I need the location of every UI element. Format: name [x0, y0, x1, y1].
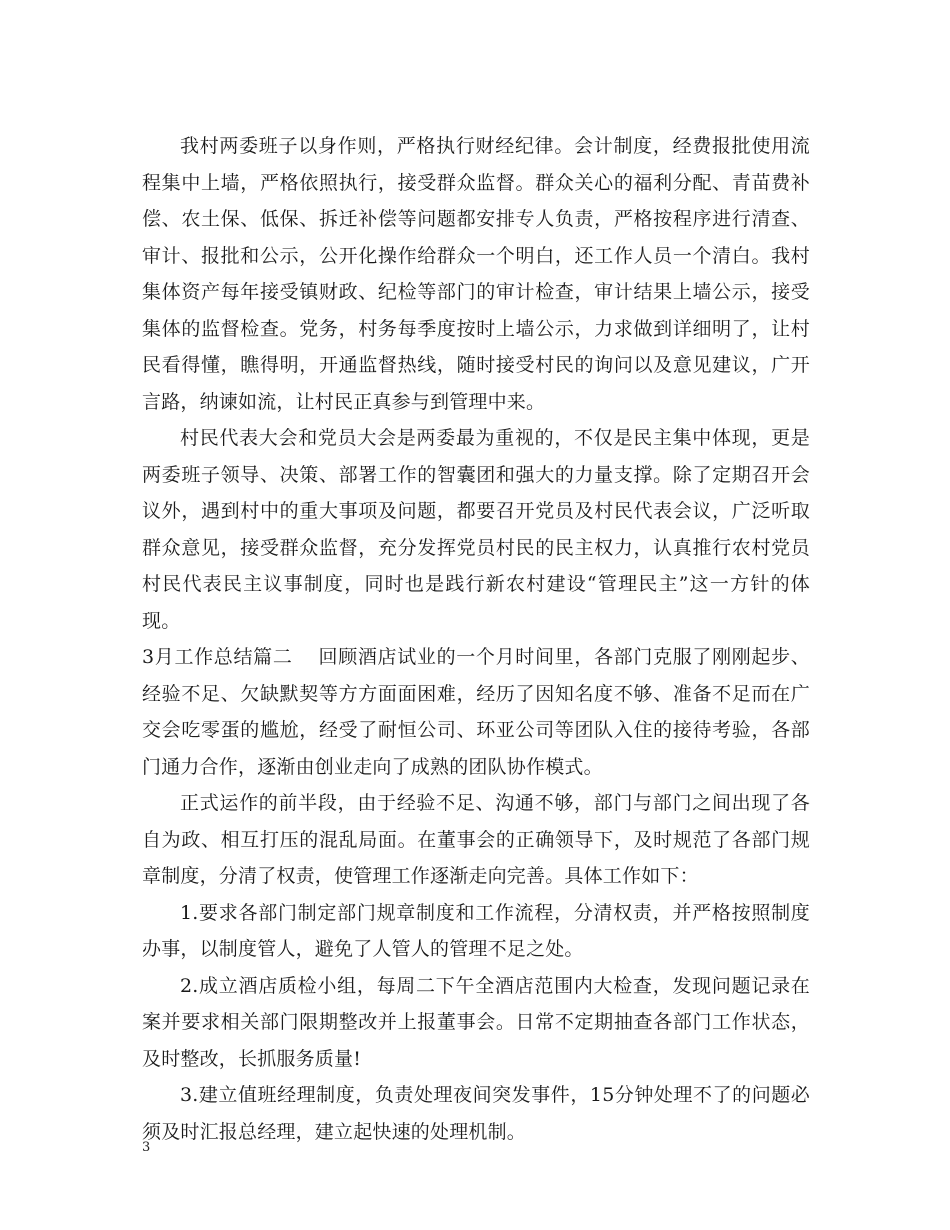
list-item-1: 1.要求各部门制定部门规章制度和工作流程，分清权责，并严格按照制度办事，以制度管人，避免了人管人的管理不足之处。: [142, 901, 810, 960]
page-number: 3: [142, 1140, 151, 1155]
paragraph-section-two: [142, 639, 810, 785]
list-item-2: 2.成立酒店质检小组，每周二下午全酒店范围内大检查，发现问题记录在案并要求相关部门限期整改并上报董事会。日常不定期抽查各部门工作状态，及时整改，长抓服务质量!: [142, 974, 810, 1070]
section-intro-text: 回顾酒店试业的一个月时间里，各部门克服了刚刚起步、经验不足、欠缺默契等方方面面困难，经历了因知名度不够、准备不足而在广交会吃零蛋的尴尬，经受了耐恒公司、环亚公司等团队入住的接待考验，各部门通力合作，逐渐由创业走向了成熟的团队协作模式。: [142, 646, 810, 778]
paragraph-finance-discipline: 我村两委班子以身作则，严格执行财经纪律。会计制度，经费报批使用流程集中上墙，严格依照执行，接受群众监督。群众关心的福利分配、青苗费补偿、农土保、低保、拆迁补偿等问题都安排专人负责，严格按程序进行清查、审计、报批和公示，公开化操作给群众一个明白，还工作人员一个清白。我村集体资产每年接受镇财政、纪检等部门的审计检查，审计结果上墙公示，接受集体的监督检查。党务，村务每季度按时上墙公示，力求做到详细明了，让村民看得懂，瞧得明，开通监督热线，随时接受村民的询问以及意见建议，广开言路，纳谏如流，让村民正真参与到管理中来。: [142, 135, 810, 413]
list-item-3: 3.建立值班经理制度，负责处理夜间突发事件，15分钟处理不了的问题必须及时汇报总经理，建立起快速的处理机制。: [142, 1084, 810, 1143]
section-title: 3月工作总结篇二: [142, 646, 293, 668]
paragraph-early-operation: 正式运作的前半段，由于经验不足、沟通不够，部门与部门之间出现了各自为政、相互打压的混乱局面。在董事会的正确领导下，及时规范了各部门规章制度，分清了权责，使管理工作逐渐走向完善。具体工作如下：: [142, 792, 810, 887]
document-body: [142, 128, 810, 1150]
paragraph-representative-assembly: 村民代表大会和党员大会是两委最为重视的，不仅是民主集中体现，更是两委班子领导、决策、部署工作的智囊团和强大的力量支撑。除了定期召开会议外，遇到村中的重大事项及问题，都要召开党员及村民代表会议，广泛听取群众意见，接受群众监督，充分发挥党员村民的民主权力，认真推行农村党员村民代表民主议事制度，同时也是践行新农村建设“管理民主”这一方针的体现。: [142, 427, 810, 632]
